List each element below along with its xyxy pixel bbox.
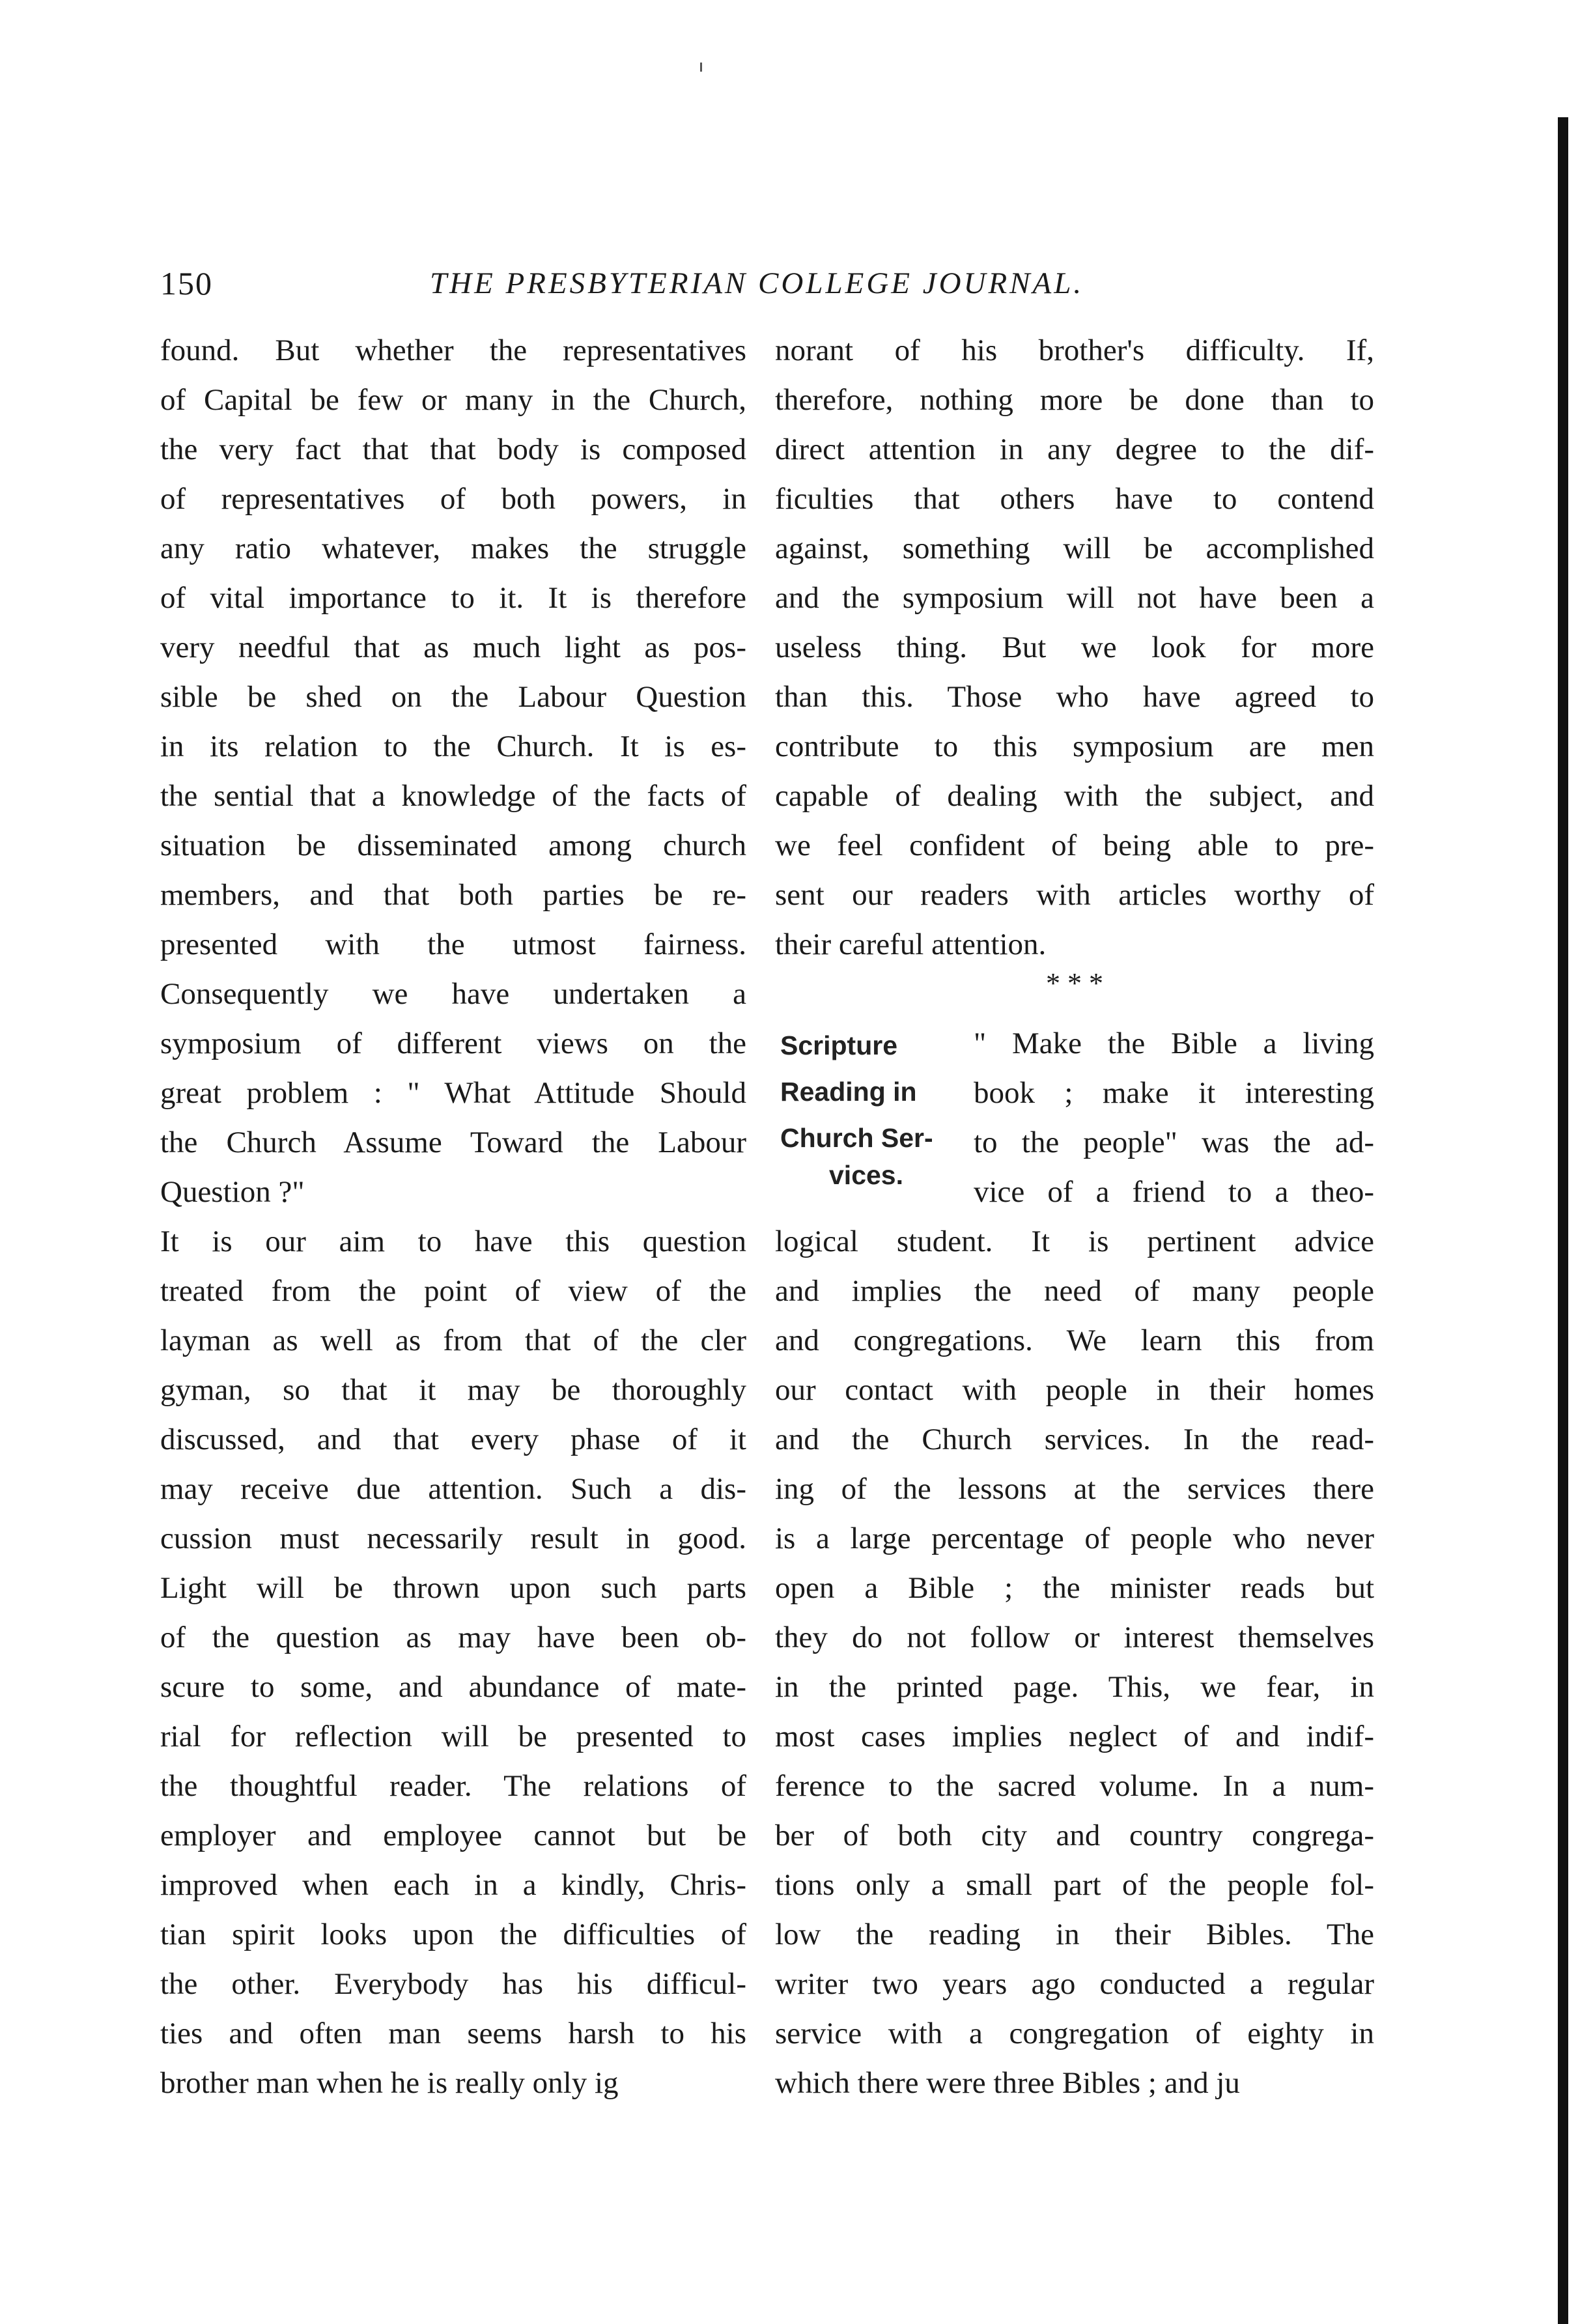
body-line: service with a congregation of eighty in [775, 2017, 1374, 2050]
body-line: of vital importance to it. It is therefore [160, 581, 746, 615]
body-line: sible be shed on the Labour Question [160, 680, 746, 714]
body-line: of representatives of both powers, in [160, 482, 746, 516]
body-line: ties and often man seems harsh to his [160, 2017, 746, 2050]
body-line: against, something will be accomplished [775, 531, 1374, 565]
body-line: vice of a friend to a theo- [974, 1175, 1374, 1209]
body-line: the sential that a knowledge of the facts of [160, 779, 746, 813]
body-line: our contact with people in their homes [775, 1373, 1374, 1407]
body-line: their careful attention. [775, 928, 1047, 961]
body-line: ber of both city and country congrega- [775, 1819, 1374, 1852]
body-line: rial for reflection will be presented to [160, 1720, 746, 1753]
margin-sidenote [780, 1023, 956, 1198]
body-line: low the reading in their Bibles. The [775, 1918, 1374, 1951]
body-line: treated from the point of view of the [160, 1274, 746, 1308]
body-line: sent our readers with articles worthy of [775, 878, 1374, 912]
body-line: and the symposium will not have been a [775, 581, 1374, 615]
sidenote-line: vices. [829, 1160, 903, 1190]
body-line: Question ?" [160, 1175, 305, 1209]
body-line: cussion must necessarily result in good. [160, 1522, 746, 1555]
body-line: brother man when he is really only ig [160, 2066, 619, 2100]
body-line: is a large percentage of people who never [775, 1522, 1374, 1555]
body-line: Light will be thrown upon such parts [160, 1571, 746, 1605]
body-line: norant of his brother's difficulty. If, [775, 333, 1374, 367]
body-line: the thoughtful reader. The relations of [160, 1769, 746, 1803]
body-line: most cases implies neglect of and indif- [775, 1720, 1374, 1753]
body-line: of Capital be few or many in the Church, [160, 383, 746, 417]
body-line: and implies the need of many people [775, 1274, 1374, 1308]
left-column [160, 326, 746, 2108]
body-line: gyman, so that it may be thoroughly [160, 1373, 746, 1407]
body-line: and the Church services. In the read- [775, 1423, 1374, 1456]
body-line: book ; make it interesting [974, 1076, 1374, 1110]
asterism-ornament [1042, 967, 1107, 999]
body-line: than this. Those who have agreed to [775, 680, 1374, 714]
body-line: symposium of different views on the [160, 1027, 746, 1060]
sidenote-line: Scripture [780, 1030, 897, 1060]
sidenote-line: Church Ser- [780, 1123, 933, 1153]
body-line: in its relation to the Church. It is es- [160, 730, 746, 763]
body-line: presented with the utmost fairness. [160, 928, 746, 961]
body-line: " Make the Bible a living [974, 1027, 1374, 1060]
body-line: writer two years ago conducted a regular [775, 1967, 1374, 2001]
body-line: scure to some, and abundance of mate- [160, 1670, 746, 1704]
body-line: tions only a small part of the people fol- [775, 1868, 1374, 1902]
body-line: tian spirit looks upon the difficulties of [160, 1918, 746, 1951]
body-line: and congregations. We learn this from [775, 1324, 1374, 1357]
body-line: of the question as may have been ob- [160, 1621, 746, 1654]
body-line: to the people" was the ad- [974, 1126, 1374, 1159]
scan-edge-rule [1558, 117, 1568, 2324]
body-line: layman as well as from that of the cler [160, 1324, 746, 1357]
body-line: direct attention in any degree to the dif- [775, 432, 1374, 466]
body-line: improved when each in a kindly, Chris- [160, 1868, 746, 1902]
body-line: which there were three Bibles ; and ju [775, 2066, 1240, 2100]
body-line: capable of dealing with the subject, and [775, 779, 1374, 813]
body-line: useless thing. But we look for more [775, 631, 1374, 664]
body-line: the very fact that that body is composed [160, 432, 746, 466]
body-line: we feel confident of being able to pre- [775, 829, 1374, 862]
body-line: any ratio whatever, makes the struggle [160, 531, 746, 565]
body-line: in the printed page. This, we fear, in [775, 1670, 1374, 1704]
body-line: contribute to this symposium are men [775, 730, 1374, 763]
body-line: members, and that both parties be re- [160, 878, 746, 912]
body-line: they do not follow or interest themselves [775, 1621, 1374, 1654]
body-line: found. But whether the representatives [160, 333, 746, 367]
body-line: discussed, and that every phase of it [160, 1423, 746, 1456]
running-title: THE PRESBYTERIAN COLLEGE JOURNAL. [430, 266, 1084, 300]
body-line: It is our aim to have this question [160, 1225, 746, 1258]
body-line: ference to the sacred volume. In a num- [775, 1769, 1374, 1803]
body-line: great problem : " What Attitude Should [160, 1076, 746, 1110]
body-line: situation be disseminated among church [160, 829, 746, 862]
body-line: open a Bible ; the minister reads but [775, 1571, 1374, 1605]
right-column [775, 326, 1374, 2108]
body-line: Consequently we have undertaken a [160, 977, 746, 1011]
body-line: ficulties that others have to contend [775, 482, 1374, 516]
body-line: the other. Everybody has his difficul- [160, 1967, 746, 2001]
sidenote-line: Reading in [780, 1077, 917, 1107]
body-line: the Church Assume Toward the Labour [160, 1126, 746, 1159]
body-line: ing of the lessons at the services there [775, 1472, 1374, 1506]
scan-speck [700, 63, 702, 72]
body-line: very needful that as much light as pos- [160, 631, 746, 664]
body-line: therefore, nothing more be done than to [775, 383, 1374, 417]
page-number: 150 [160, 265, 213, 302]
body-line: may receive due attention. Such a dis- [160, 1472, 746, 1506]
asterism-text: * * * [1046, 967, 1103, 999]
body-line: logical student. It is pertinent advice [775, 1225, 1374, 1258]
body-line: employer and employee cannot but be [160, 1819, 746, 1852]
